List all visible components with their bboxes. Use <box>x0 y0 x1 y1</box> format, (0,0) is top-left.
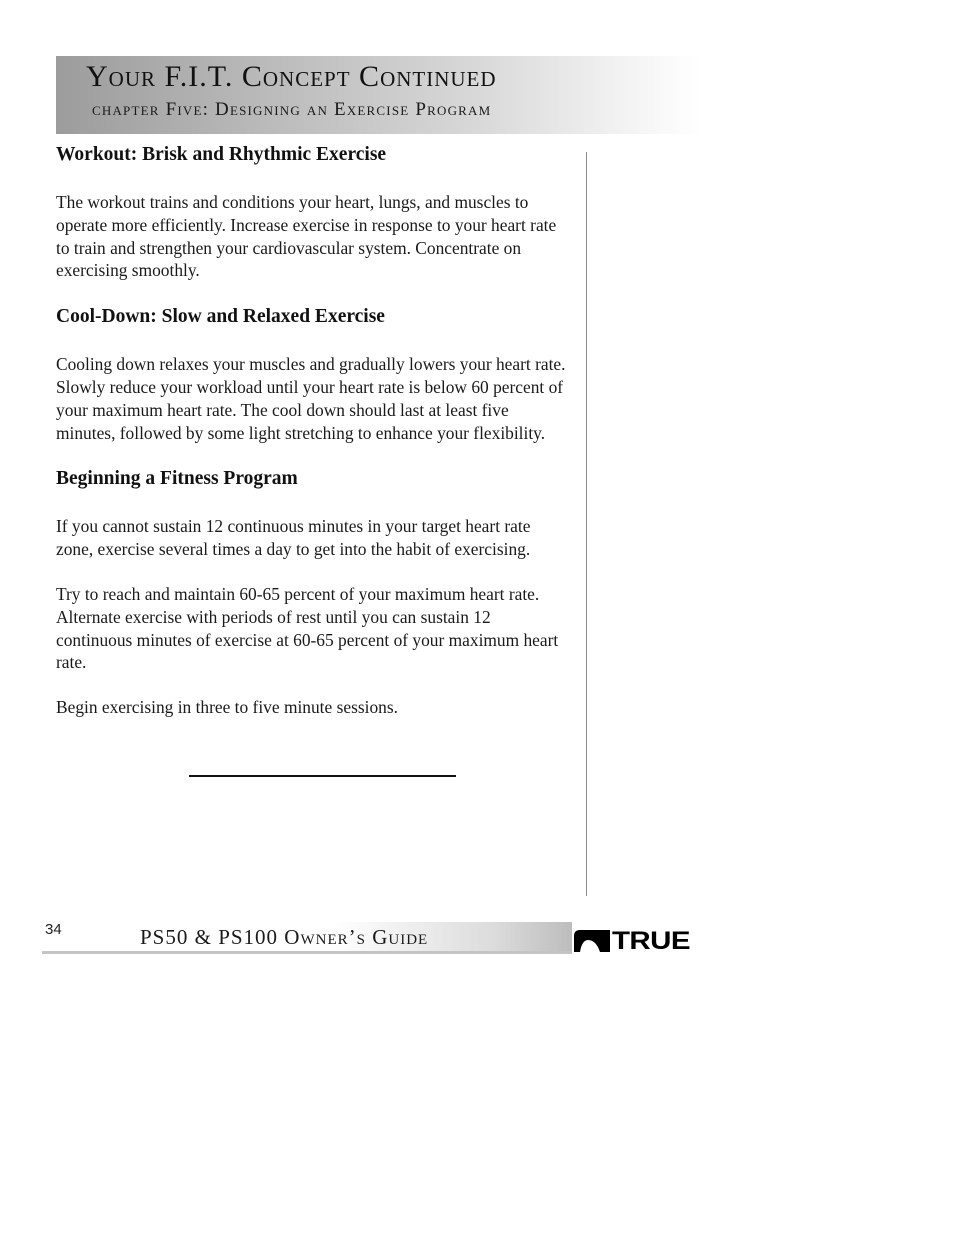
paragraph: If you cannot sustain 12 continuous minutes in your target heart rate zone, exercise several times a day to get into the habit of exercising. <box>56 516 531 560</box>
true-logo-mark-icon <box>574 930 610 952</box>
paragraph: Try to reach and maintain 60-65 percent of your maximum heart rate. Alternate exercise with periods of rest until you can sustain 12 continuous minutes of exercise at 60-65 percent of your maximum heart rate. <box>56 583 559 673</box>
section-workout <box>56 142 571 282</box>
true-logo <box>574 927 690 955</box>
paragraph: Cooling down relaxes your muscles and gradually lowers your heart rate. Slowly reduce your workload until your heart rate is below 60 percent of your maximum heart rate. The cool down should last at least five minutes, followed by some light stretching to enhance your flexibility. <box>56 354 566 443</box>
chapter-header-band <box>56 56 702 134</box>
page-number: 34 <box>45 921 62 938</box>
section-beginning-program <box>56 466 571 719</box>
section-end-rule <box>189 775 456 777</box>
paragraph: Begin exercising in three to five minute sessions. <box>56 697 398 718</box>
column-divider <box>586 152 587 896</box>
section-heading: Cool-Down: Slow and Relaxed Exercise <box>56 306 385 328</box>
section-heading: Beginning a Fitness Program <box>56 468 298 490</box>
true-logo-text: TRUE <box>612 927 690 955</box>
chapter-subtitle: chapter Five: Designing an Exercise Program <box>92 99 492 120</box>
footer-guide-title: PS50 & PS100 Owner’s Guide <box>140 925 429 949</box>
page-title: Your F.I.T. Concept Continued <box>86 60 497 93</box>
paragraph: The workout trains and conditions your heart, lungs, and muscles to operate more efficiently. Increase exercise in response to your heart rate to train and strengthen your cardiovascular system. Concentrate on exercising smoothly. <box>56 192 557 281</box>
main-content <box>56 142 571 741</box>
section-cool-down <box>56 304 571 444</box>
section-heading: Workout: Brisk and Rhythmic Exercise <box>56 144 387 165</box>
